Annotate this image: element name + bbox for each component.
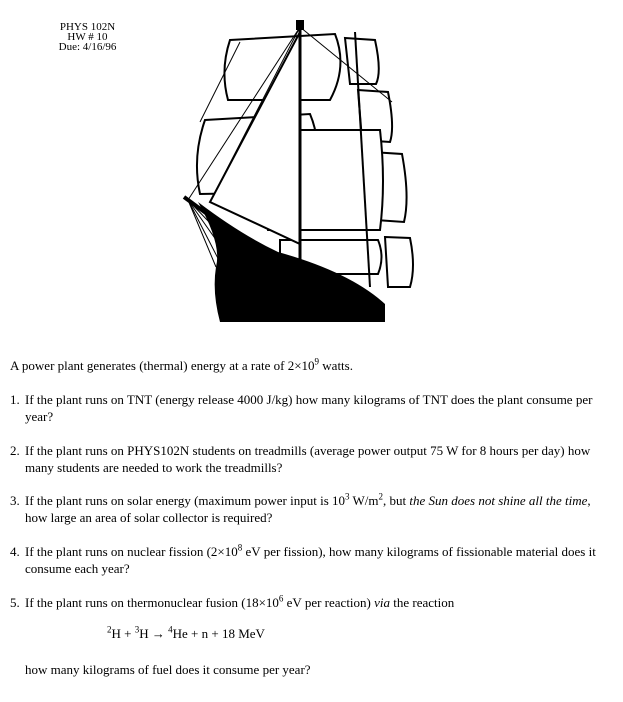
- question-5: 5. If the plant runs on thermonuclear fusion ($18\times 10^6$ eV per reaction) via the reaction: [10, 593, 455, 610]
- due-label: Due: 4/16/96: [58, 41, 117, 53]
- sailing-ship-icon: [180, 12, 420, 330]
- intro-statement: A power plant generates (thermal) energy at a rate of $2\times 10^9$ watts.: [10, 356, 353, 373]
- hw-label: HW # 10: [67, 31, 108, 43]
- question-1: 1. If the plant runs on TNT (energy release 4000 J/kg) how many kilograms of TNT does the plant consume per year?: [10, 392, 593, 424]
- fusion-reaction-equation: $^2$H + $^3$H → $^4$He + n + 18 MeV: [107, 624, 265, 641]
- arrow-icon: →: [151, 626, 165, 641]
- question-2: 2. If the plant runs on PHYS102N students on treadmills (average power output 75 W for 8 hours per day) how many students are needed to work the treadmills?: [10, 443, 591, 475]
- question-4: 4. If the plant runs on nuclear fission ($2\times 10^8$ eV per fission), how many kilograms of fissionable material does it consume each year?: [10, 542, 596, 576]
- final-question: how many kilograms of fuel does it consume per year?: [25, 662, 311, 677]
- course-label: PHYS 102N: [59, 21, 116, 33]
- question-3: 3. If the plant runs on solar energy (maximum power input is $10^3$ $W/m^2$, but the Sun does not shine all the time, how large an area of solar collector is required?: [10, 491, 591, 525]
- homework-header: [50, 22, 125, 52]
